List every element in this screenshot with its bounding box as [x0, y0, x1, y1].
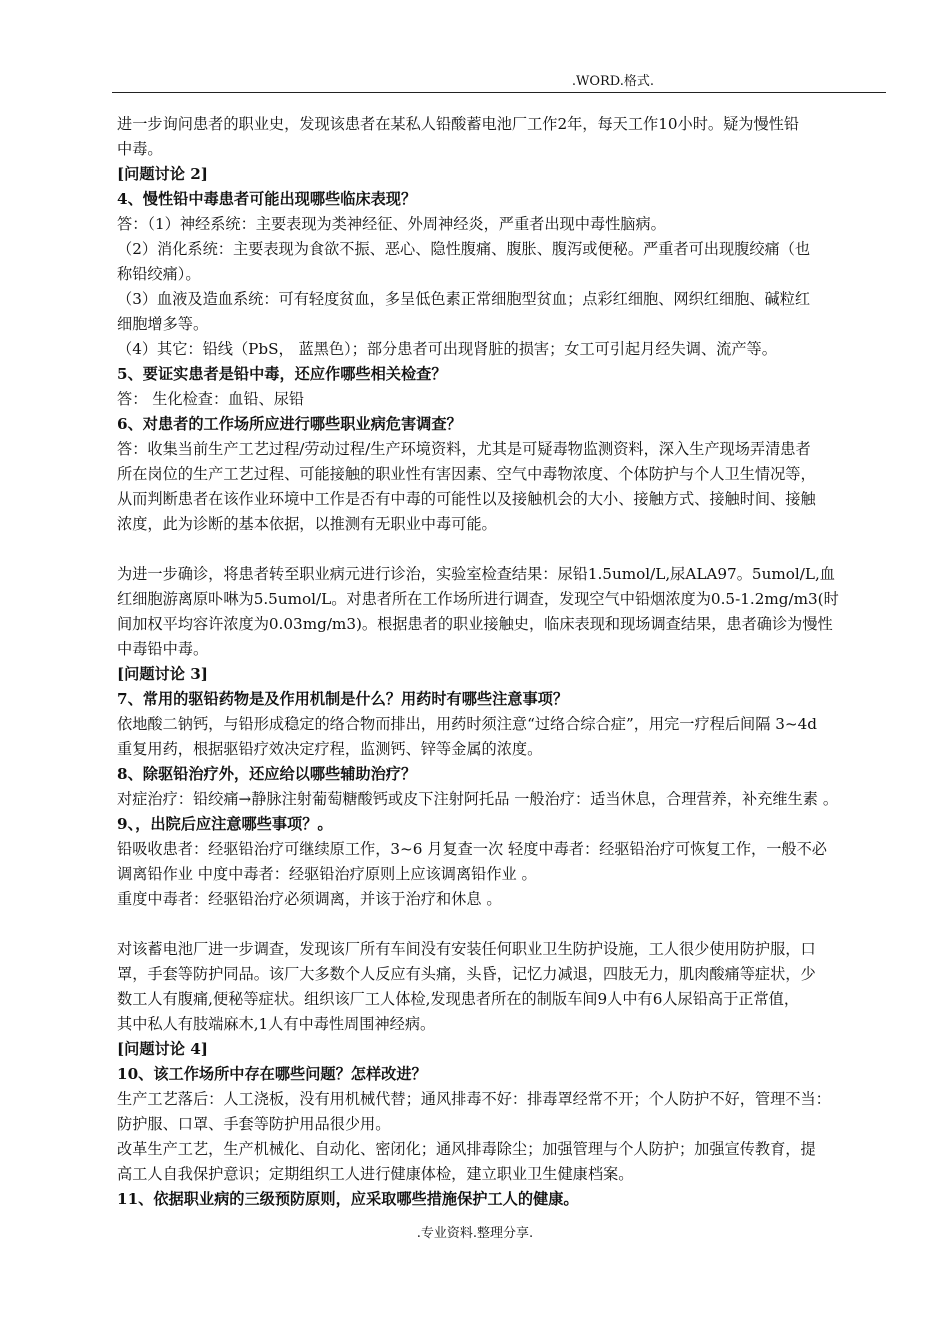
text-line: 罩，手套等防护同品。该厂大多数个人反应有头痛，头昏，记忆力减退，四肢无力，肌肉酸痛等症状，少 [117, 965, 816, 983]
header-text: .WORD.格式. [571, 74, 654, 89]
question-heading: [问题讨论 2] [117, 165, 208, 183]
question-heading: 10、该工作场所中存在哪些问题？怎样改进？ [117, 1065, 427, 1083]
text-line: （3）血液及造血系统：可有轻度贫血，多呈低色素正常细胞型贫血；点彩红细胞、网织红细胞、碱粒红 [117, 290, 811, 308]
text-line: 调离铅作业 中度中毒者：经驱铅治疗原则上应该调离铅作业 。 [117, 865, 537, 883]
question-heading: [问题讨论 4] [117, 1040, 208, 1058]
text-line: 依地酸二钠钙，与铅形成稳定的络合物而排出，用药时须注意“过络合综合症”，用完一疗程后间隔 3~4d [117, 715, 818, 733]
question-heading: 4、慢性铅中毒患者可能出现哪些临床表现？ [117, 190, 417, 208]
question-heading: 11、依据职业病的三级预防原则，应采取哪些措施保护工人的健康。 [117, 1190, 579, 1208]
text-line: （4）其它：铅线（PbS， 蓝黑色）；部分患者可出现肾脏的损害；女工可引起月经失调、流产等。 [117, 340, 777, 358]
question-heading: 5、要证实患者是铅中毒，还应作哪些相关检查？ [117, 365, 447, 383]
question-heading: 9、，出院后应注意哪些事项？。 [117, 815, 333, 833]
page-header [112, 70, 886, 93]
text-line: 从而判断患者在该作业环境中工作是否有中毒的可能性以及接触机会的大小、接触方式、接触时间、接触 [117, 490, 816, 508]
text-line: 中毒。 [117, 140, 163, 158]
text-line: 数工人有腹痛,便秘等症状。组织该厂工人体检,发现患者所在的制版车间9人中有6人尿铅高于正常值， [117, 990, 800, 1008]
text-line: （2）消化系统：主要表现为食欲不振、恶心、隐性腹痛、腹胀、腹泻或便秘。严重者可出现腹绞痛（也 [117, 240, 811, 258]
page-footer: .专业资料.整理分享. [416, 1226, 534, 1241]
text-line: 称铅绞痛）。 [117, 265, 201, 283]
document-body [117, 112, 889, 1212]
text-line: 答：（1）神经系统：主要表现为类神经征、外周神经炎，严重者出现中毒性脑病。 [117, 215, 666, 233]
text-line: 所在岗位的生产工艺过程、可能接触的职业性有害因素、空气中毒物浓度、个体防护与个人卫生情况等， [117, 465, 816, 483]
text-line: 为进一步确诊，将患者转至职业病元进行诊治，实验室检查结果：尿铅1.5umol/L,尿ALA97。5umol/L,血 [117, 565, 835, 583]
text-line: 间加权平均容许浓度为0.03mg/m3)。根据患者的职业接触史，临床表现和现场调查结果，患者确诊为慢性 [117, 615, 833, 633]
text-line: 对该蓄电池厂进一步调查，发现该厂所有车间没有安装任何职业卫生防护设施，工人很少使用防护服，口 [117, 940, 816, 958]
text-line: 进一步询问患者的职业史，发现该患者在某私人铅酸蓄电池厂工作2年，每天工作10小时。疑为慢性铅 [117, 115, 800, 133]
blank-line [117, 912, 889, 937]
blank-line [117, 537, 889, 562]
question-heading: 8、除驱铅治疗外，还应给以哪些辅助治疗？ [117, 765, 417, 783]
text-line: 答： 生化检查：血铅、尿铅 [117, 390, 305, 408]
text-line: 高工人自我保护意识；定期组织工人进行健康体检，建立职业卫生健康档案。 [117, 1165, 634, 1183]
text-line: 重度中毒者：经驱铅治疗必须调离，并该于治疗和休息 。 [117, 890, 502, 908]
question-heading: [问题讨论 3] [117, 665, 208, 683]
text-line: 其中私人有肢端麻木,1人有中毒性周围神经病。 [117, 1015, 436, 1033]
text-line: 防护服、口罩、手套等防护用品很少用。 [117, 1115, 391, 1133]
text-line: 红细胞游离原卟啉为5.5umol/L。对患者所在工作场所进行调查，发现空气中铅烟浓度为0.5-1.2mg/m3(时 [117, 590, 839, 608]
text-line: 改革生产工艺，生产机械化、自动化、密闭化；通风排毒除尘；加强管理与个人防护；加强宣传教育，提 [117, 1140, 816, 1158]
text-line: 生产工艺落后：人工浇板，没有用机械代替；通风排毒不好：排毒罩经常不开；个人防护不好，管理不当： [117, 1090, 831, 1108]
text-line: 铅吸收患者：经驱铅治疗可继续原工作，3~6 月复查一次 轻度中毒者：经驱铅治疗可恢复工作，一般不必 [117, 840, 827, 858]
text-line: 重复用药，根据驱铅疗效决定疗程，监测钙、锌等金属的浓度。 [117, 740, 543, 758]
text-line: 对症治疗：铅绞痛→静脉注射葡萄糖酸钙或皮下注射阿托品 一般治疗：适当休息，合理营养，补充维生素 。 [117, 790, 839, 808]
question-heading: 6、对患者的工作场所应进行哪些职业病危害调查？ [117, 415, 462, 433]
text-line: 细胞增多等。 [117, 315, 209, 333]
text-line: 中毒铅中毒。 [117, 640, 209, 658]
question-heading: 7、常用的驱铅药物是及作用机制是什么？用药时有哪些注意事项？ [117, 690, 569, 708]
text-line: 浓度，此为诊断的基本依据，以推测有无职业中毒可能。 [117, 515, 497, 533]
text-line: 答：收集当前生产工艺过程/劳动过程/生产环境资料，尤其是可疑毒物监测资料，深入生产现场弄清患者 [117, 440, 811, 458]
